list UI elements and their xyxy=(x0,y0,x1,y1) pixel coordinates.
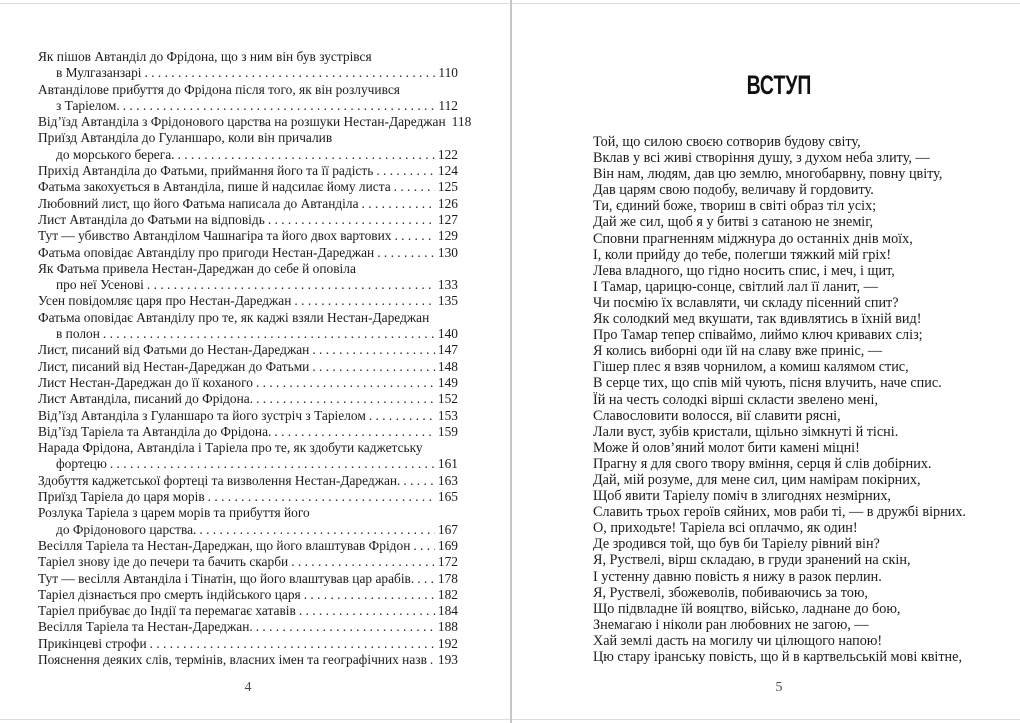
toc-page-number: 125 xyxy=(437,179,458,195)
toc-leader-dots xyxy=(417,571,435,587)
toc-entry-title: Лист Автанділа до Фатьми на відповідь xyxy=(38,211,265,227)
toc-page-number: 124 xyxy=(437,163,458,179)
toc-entry xyxy=(38,163,458,179)
poem-line: Дав царям свою подобу, величаву й гордовиту. xyxy=(593,182,874,199)
toc-entry xyxy=(38,587,458,603)
toc-entry-title-continued: в Мулгазанзарі xyxy=(56,65,142,81)
toc-page-number: 172 xyxy=(437,554,458,570)
toc-entry xyxy=(38,391,458,407)
toc-entry-wrap-line xyxy=(38,326,458,342)
toc-leader-dots xyxy=(369,408,435,424)
poem-line: Ти, єдиний боже, твориш в світі образ тіл усіх; xyxy=(593,198,877,215)
toc-entry-title: Лист, писаний від Фатьми до Нестан-Дареджан xyxy=(38,342,310,358)
toc-entry xyxy=(38,212,458,228)
poem-line: Де зродився той, що був би Таріелу рівний він? xyxy=(593,536,880,553)
toc-entry xyxy=(38,538,458,554)
toc-entry-wrap-line xyxy=(38,98,458,114)
toc-entry-title-continued: в полон xyxy=(56,326,100,342)
toc-entry-title-continued: до морського берега. xyxy=(56,146,175,162)
poem-line: Про Тамар тепер співаймо, лиймо ключ кривавих сліз; xyxy=(593,327,923,344)
toc-page-number: 193 xyxy=(437,651,458,667)
toc-page-number: 149 xyxy=(437,374,458,390)
toc-entry xyxy=(38,245,458,261)
toc-entry xyxy=(38,82,458,115)
toc-page-number: 184 xyxy=(437,603,458,619)
toc-entry-line xyxy=(38,424,458,440)
page-gutter-divider xyxy=(510,0,512,723)
toc-page-number: 163 xyxy=(437,472,458,488)
poem-line: Дай, мій розуме, для мене сил, цим намірам покірних, xyxy=(593,471,921,488)
toc-entry xyxy=(38,49,458,82)
poem-line: Сповни прагненням міджнура до останніх днів моїх, xyxy=(593,230,913,247)
toc-page-number: 118 xyxy=(451,114,472,130)
toc-entry xyxy=(38,130,458,163)
intro-heading: ВСТУП xyxy=(746,70,812,100)
toc-entry-title: Пояснення деяких слів, термінів, власних імен та географічних назв xyxy=(38,651,427,667)
poem-line: Славословити волосся, вії славити рясні, xyxy=(593,407,841,424)
toc-entry xyxy=(38,505,458,538)
toc-leader-dots xyxy=(394,179,435,195)
toc-entry-title: Весілля Таріела та Нестан-Дареджан, що його влаштував Фрідон xyxy=(38,537,411,553)
toc-leader-dots xyxy=(123,98,436,114)
toc-entry-line xyxy=(38,619,458,635)
toc-page-number: 167 xyxy=(437,521,458,537)
toc-page-number: 159 xyxy=(437,423,458,439)
toc-entry xyxy=(38,179,458,195)
toc-entry xyxy=(38,375,458,391)
toc-leader-dots xyxy=(178,147,435,163)
toc-entry xyxy=(38,440,458,473)
toc-entry-title: Лист Нестан-Дареджан до її коханого xyxy=(38,374,253,390)
toc-entry-title: Як пішов Автанділ до Фрідона, що з ним він був зустрівся xyxy=(38,49,372,64)
toc-entry-line xyxy=(38,636,458,652)
toc-entry-wrap-line xyxy=(38,277,458,293)
toc-entry-line xyxy=(38,310,458,326)
toc-entry xyxy=(38,473,458,489)
toc-entry-line xyxy=(38,440,458,456)
toc-leader-dots xyxy=(294,293,434,309)
toc-list xyxy=(38,49,472,668)
toc-entry-line xyxy=(38,163,458,179)
toc-leader-dots xyxy=(256,375,435,391)
toc-leader-dots xyxy=(304,587,435,603)
poem-line: Щоб явити Таріелу поміч в злигоднях незмірних, xyxy=(593,488,891,505)
poem-line: О, приходьте! Таріела всі оплачмо, як один! xyxy=(593,520,858,537)
toc-page-number: 130 xyxy=(437,244,458,260)
poem-line: Гішер плес я взяв чорнилом, а комиш калямом стис, xyxy=(593,359,909,376)
toc-leader-dots xyxy=(110,456,435,472)
poem-line: Він нам, людям, дав цю землю, многобарвну, повну цвіту, xyxy=(593,166,943,183)
poem-line: Я, Руствелі, збожеволів, побиваючись за тою, xyxy=(593,584,868,601)
toc-leader-dots xyxy=(312,359,435,375)
toc-entry-line xyxy=(38,587,458,603)
toc-entry xyxy=(38,554,458,570)
toc-entry-title: Фатьма оповідає Автанділу про те, як каджі взяли Нестан-Дареджан xyxy=(38,309,430,325)
toc-entry-title: Весілля Таріела та Нестан-Дареджан. xyxy=(38,619,253,635)
toc-entry xyxy=(38,571,458,587)
toc-entry-line xyxy=(38,652,458,668)
toc-entry-title: Приїзд Таріела до царя морів xyxy=(38,489,205,505)
toc-entry-title: Фатьма закохується в Автанділа, пише й надсилає йому листа xyxy=(38,179,391,195)
toc-entry-title: Від’їзд Автанділа з Гуланшаро та його зустріч з Таріелом xyxy=(38,407,366,423)
toc-page-number: 148 xyxy=(437,358,458,374)
poem-line: Дай же сил, щоб я у битві з сатаною не знеміг, xyxy=(593,214,874,231)
poem-line: І устенну давню повість я нижу в разок перлин. xyxy=(593,568,882,585)
toc-page-number: 153 xyxy=(437,407,458,423)
toc-entry-wrap-line xyxy=(38,522,458,538)
poem-line: Прагну я для свого твору вміння, серця й слів добірних. xyxy=(593,455,932,472)
toc-entry-line xyxy=(38,82,458,98)
toc-entry-title: Прихід Автанділа до Фатьми, приймання його та її радість xyxy=(38,163,374,179)
toc-leader-dots xyxy=(376,163,435,179)
toc-entry-line xyxy=(38,408,458,424)
toc-entry xyxy=(38,619,458,635)
poem-line: Цю стару іранську повість, що й в картвельській мові квітне, xyxy=(593,649,962,665)
toc-entry-title-continued: про неї Усенові xyxy=(56,277,144,293)
poem-line: Що підвладне їй вояцтво, військо, ладнане до бою, xyxy=(593,600,901,617)
toc-leader-dots xyxy=(312,342,435,358)
toc-entry-title: Розлука Таріела з царем морів та прибуття його xyxy=(38,505,310,521)
toc-leader-dots xyxy=(199,522,435,538)
toc-entry-title: Фатьма оповідає Автанділу про пригоди Нестан-Дареджан xyxy=(38,244,375,260)
toc-entry-title: Любовний лист, що його Фатьма написала до Автанділа xyxy=(38,195,359,211)
toc-entry-title-continued: фортецю xyxy=(56,456,107,472)
toc-page-number: 135 xyxy=(437,293,458,309)
toc-leader-dots xyxy=(299,603,435,619)
toc-page-number: 165 xyxy=(437,489,458,505)
toc-entry xyxy=(38,636,458,652)
toc-entry-line xyxy=(38,505,458,521)
toc-entry-title: Здобуття каджетської фортеці та визволення Нестан-Дареджан. xyxy=(38,472,401,488)
poem-line: Лева владного, що гідно носить спис, і меч, і щит, xyxy=(593,262,895,279)
toc-entry-title: Прикінцеві строфи xyxy=(38,635,147,651)
toc-entry-line xyxy=(38,228,458,244)
toc-page-number: 112 xyxy=(438,97,458,113)
toc-leader-dots xyxy=(413,538,435,554)
toc-entry-line xyxy=(38,293,458,309)
toc-entry-wrap-line xyxy=(38,65,458,81)
toc-entry-title: Лист, писаний від Нестан-Дареджан до Фатьми xyxy=(38,358,310,374)
left-page-number: 4 xyxy=(244,680,252,695)
toc-leader-dots xyxy=(274,424,435,440)
toc-entry-line xyxy=(38,261,458,277)
poem-line: Може й олов’яний молот бити камені міцні! xyxy=(593,439,860,456)
toc-entry-title: Таріел дізнається про смерть індійського царя xyxy=(38,586,301,602)
toc-entry xyxy=(38,489,458,505)
poem-line: Я, Руствелі, вірш складаю, в груди зранений на скін, xyxy=(593,552,911,569)
toc-page-number: 122 xyxy=(437,146,458,162)
toc-entry xyxy=(38,359,458,375)
toc-entry-title: Усен повідомляє царя про Нестан-Дареджан xyxy=(38,293,292,309)
toc-entry xyxy=(38,424,458,440)
toc-entry xyxy=(38,310,458,343)
toc-entry-line xyxy=(38,179,458,195)
toc-entry-line xyxy=(38,473,458,489)
toc-entry-line xyxy=(38,49,458,65)
toc-entry xyxy=(38,652,458,668)
toc-entry-title: Як Фатьма привела Нестан-Дареджан до себе й оповіла xyxy=(38,260,356,276)
toc-entry-line xyxy=(38,571,458,587)
toc-entry-line xyxy=(38,603,458,619)
toc-entry xyxy=(38,408,458,424)
toc-entry xyxy=(38,114,472,130)
toc-entry-line xyxy=(38,130,458,146)
toc-entry-title: Нарада Фрідона, Автанділа і Таріела про те, як здобути каджетську xyxy=(38,440,423,456)
toc-leader-dots xyxy=(394,228,434,244)
toc-entry-title: Тут — убивство Автанділом Чашнагіра та його двох вартових xyxy=(38,228,392,244)
toc-entry-wrap-line xyxy=(38,147,458,163)
toc-entry-title: Приїзд Автанділа до Гуланшаро, коли він причалив xyxy=(38,130,333,146)
poem-line: І Тамар, царицю-сонце, світлий лал її ланит, — xyxy=(593,278,878,295)
toc-page-number: 178 xyxy=(437,570,458,586)
toc-page-number: 140 xyxy=(437,326,458,342)
toc-entry xyxy=(38,196,458,212)
toc-page-number: 127 xyxy=(437,211,458,227)
toc-entry xyxy=(38,603,458,619)
toc-entry-line xyxy=(38,245,458,261)
toc-leader-dots xyxy=(403,473,435,489)
toc-leader-dots xyxy=(291,554,435,570)
toc-leader-dots xyxy=(256,391,435,407)
toc-leader-dots xyxy=(208,489,435,505)
toc-entry-title: Від’їзд Автанділа з Фрідонового царства на розшуки Нестан-Дареджан xyxy=(38,114,446,130)
poem-line: Я колись виборні оди їй на славу вже приніс, — xyxy=(593,343,883,360)
toc-entry xyxy=(38,342,458,358)
toc-entry-line xyxy=(38,538,458,554)
poem xyxy=(593,134,993,665)
poem-line: Вклав у всі живі створіння душу, з духом неба злиту, — xyxy=(593,150,930,167)
toc-entry-line xyxy=(38,489,458,505)
toc-page-number: 126 xyxy=(437,195,458,211)
toc-leader-dots xyxy=(430,652,435,668)
toc-entry-line xyxy=(38,114,472,130)
toc-leader-dots xyxy=(145,65,436,81)
toc-entry-title: Лист Автанділа, писаний до Фрідона. xyxy=(38,391,254,407)
poem-line: І, коли прийду до тебе, полегши тяжкий мій гріх! xyxy=(593,246,892,263)
toc-entry-line xyxy=(38,342,458,358)
poem-line: Їй на честь солодкі вірші скласти звелено мені, xyxy=(593,391,879,408)
toc-entry-title: Автанділове прибуття до Фрідона після того, як він розлучився xyxy=(38,81,400,97)
poem-line: Лали вуст, зубів кристали, щільно зімкнуті й тісні. xyxy=(593,423,899,440)
toc-page-number: 169 xyxy=(437,537,458,553)
toc-entry-line xyxy=(38,359,458,375)
toc-entry-title: Таріел знову іде до печери та бачить скарби xyxy=(38,554,289,570)
poem-line: Знемагаю і ніколи ран любовних не загою, — xyxy=(593,616,869,633)
toc-page-number: 147 xyxy=(437,342,458,358)
toc-page-number: 188 xyxy=(437,619,458,635)
toc-entry-line xyxy=(38,554,458,570)
toc-leader-dots xyxy=(150,636,435,652)
toc-leader-dots xyxy=(377,245,435,261)
toc-page-number: 192 xyxy=(437,635,458,651)
toc-page-number: 161 xyxy=(437,456,458,472)
toc-entry-title: Тут — весілля Автанділа і Тінатін, що його влаштував цар арабів. xyxy=(38,570,415,586)
toc-entry-line xyxy=(38,212,458,228)
toc-entry-title: Від’їзд Таріела та Автанділа до Фрідона. xyxy=(38,423,272,439)
toc-leader-dots xyxy=(256,619,435,635)
toc-entry-title-continued: з Таріелом. xyxy=(56,97,120,113)
toc-page-number: 152 xyxy=(437,391,458,407)
toc-page-number: 110 xyxy=(438,65,458,81)
toc-leader-dots xyxy=(362,196,435,212)
toc-entry-title-continued: до Фрідонового царства. xyxy=(56,521,197,537)
toc-entry xyxy=(38,228,458,244)
toc-entry-title: Таріел прибуває до Індії та перемагає хатавів xyxy=(38,603,296,619)
toc-entry-wrap-line xyxy=(38,456,458,472)
poem-line: Як солодкий мед вкушати, так вдивлятись в їхній вид! xyxy=(593,311,922,328)
toc-entry xyxy=(38,261,458,294)
poem-line: В серце тих, що спів мій чують, пісня влучить, наче спис. xyxy=(593,375,942,392)
toc-leader-dots xyxy=(268,212,435,228)
toc-entry-line xyxy=(38,375,458,391)
poem-line: Чи посмію їх вславляти, чи складу пісенний спит? xyxy=(593,294,899,311)
toc-page-number: 133 xyxy=(437,277,458,293)
toc-page-number: 129 xyxy=(437,228,458,244)
poem-line: Славить трьох героїв сяйних, мов раби ті, — в дружбі вірних. xyxy=(593,504,966,521)
toc-leader-dots xyxy=(147,277,435,293)
right-page-number: 5 xyxy=(775,680,783,695)
toc-leader-dots xyxy=(103,326,435,342)
toc-entry-line xyxy=(38,196,458,212)
poem-line: Хай землі дасть на могилу чи цілющого напою! xyxy=(593,632,883,649)
poem-line: Той, що силою своєю сотворив будову світу, xyxy=(593,134,861,150)
toc-page-number: 182 xyxy=(437,586,458,602)
toc-entry xyxy=(38,293,458,309)
toc-entry-line xyxy=(38,391,458,407)
